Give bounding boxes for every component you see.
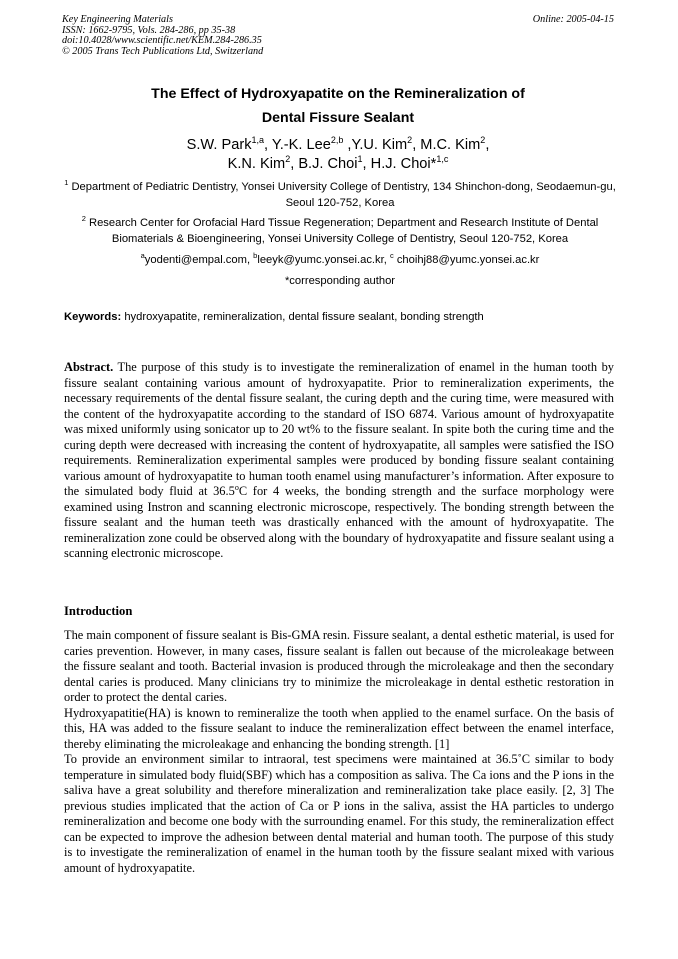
abstract-label: Abstract. — [64, 360, 114, 374]
affiliation-2 — [62, 216, 618, 247]
email-c[interactable]: choihj88@yumc.yonsei.ac.kr — [396, 254, 540, 266]
title-line-2: Dental Fissure Sealant — [261, 110, 415, 126]
author-sup: 1 — [357, 154, 363, 164]
journal-name: Key Engineering Materials — [62, 14, 173, 25]
title-line-1: The Effect of Hydroxyapatite on the Remineralization of — [151, 86, 525, 102]
email-line — [62, 253, 618, 269]
journal-info — [62, 15, 614, 57]
affiliation-1 — [62, 180, 618, 211]
email-b[interactable]: leeyk@yumc.yonsei.ac.kr, — [257, 254, 387, 266]
intro-paragraph-1: The main component of fissure sealant is Bis-GMA resin. Fissure sealant, a dental esthetic material, is used for caries prevention. However, in many cases, fissure sealant is fallen out because of the microleakage between the fissure sealant and tooth. Bacterial invasion is produced through the microleakage and then the secondary dental caries is produced. Many clinicians try to minimize the microleakage in dental esthetic restoration in order to protect the dental caries. — [64, 628, 614, 704]
email-a[interactable]: yodenti@empal.com, — [144, 254, 251, 266]
affiliation-number: 2 — [81, 214, 86, 223]
abstract-text-cont: C for 4 weeks, the bonding strength and the surface morphology were examined using Instron and scanning electronic microscope, respectively. The bonding strength between the fissure sealant and the human teeth was drastically enhanced with the amount of hydroxyapatite. The remineralization zone could be observed along with the boundary of hydroxyapatite and fissure sealant using a scanning electronic microscope. — [64, 484, 614, 560]
keywords-text: hydroxyapatite, remineralization, dental fissure sealant, bonding strength — [124, 311, 484, 323]
keywords-label: Keywords: — [64, 311, 122, 323]
author-name: K.N. Kim — [227, 156, 286, 172]
email-label: a — [140, 251, 145, 260]
keywords — [64, 310, 616, 325]
paper-title — [62, 82, 614, 130]
intro-paragraph-3: To provide an environment similar to intraoral, test specimens were maintained at 36.5˚C similar to body temperature in simulated body fluid(SBF) which has a composition as saliva. The Ca ions and the P ions in the saliva have a great solubility and therefore mineralization and remineralization take place easily. [2, 3] The previous studies implicated that the action of Ca or P ions in the saliva, assist the HA particles to undergo remineralization and become one body with the surrounding enamel. For this study, the remineralization effect can be expected to improve the adhesion between dental material and human tooth. The purpose of this study is to investigate the remineralization of enamel in the human tooth by the fissure sealant mixed with various amount of hydroxyapatite. — [64, 752, 614, 875]
intro-paragraph-2: Hydroxyapatitie(HA) is known to remineralize the tooth when applied to the enamel surface. On the basis of this, HA was added to the fissure sealant to induce the remineralization effect between the enamel interface, thereby eliminating the microleakage and enhancing the bonding strength. [1] — [64, 705, 614, 751]
author-sup: 2 — [285, 154, 291, 164]
author-list — [62, 136, 614, 174]
corresponding-note: *corresponding author — [284, 275, 396, 287]
author-sup: 1,a — [251, 135, 265, 145]
introduction-heading: Introduction — [64, 604, 133, 618]
journal-header — [62, 15, 614, 57]
online-date: Online: 2005-04-15 — [532, 14, 614, 25]
copyright-line: © 2005 Trans Tech Publications Ltd, Switzerland — [62, 45, 264, 57]
author-name: M.C. Kim — [420, 137, 481, 153]
authors-line-2: K.N. Kim$^2$, B.J. Choi$^1$, H.J. Choi*$^{1,c}$ — [227, 154, 449, 172]
abstract-text: The purpose of this study is to investigate the remineralization of enamel in the human tooth by fissure sealant containing various amount of hydroxyapatite. Prior to remineralization experiments, the necessary requirements of the dental fissure sealant, the curing depth and the curing time, were measured with the content of the hydroxyapatite according to the standard of ISO 6874. Various amount of hydroxyapatite was mixed uniformly using sonicator up to 20 wt% to the fissure sealant. In spite both the curing time and the curing depth were decreased with increasing the content of hydroxyapatite, all samples were satisfied the ISO requirements. Remineralization experimental samples were produced by bonding fissure sealant containing various amount of hydroxyapatite to human tooth enamel using manufacturer’s information. After exposure to the simulated body fluid at 36.5 — [64, 360, 614, 498]
email-label: b — [253, 251, 258, 260]
author-name: H.J. Choi* — [370, 156, 437, 172]
author-name: B.J. Choi — [298, 156, 358, 172]
author-name: Y.-K. Lee — [271, 137, 331, 153]
issn-line: ISSN: 1662-9795, Vols. 284-286, pp 35-38 — [62, 24, 236, 36]
author-sup: 2,b — [330, 135, 344, 145]
introduction-body — [64, 628, 614, 876]
email-label: c — [389, 251, 394, 260]
author-sup: 1,c — [436, 154, 449, 164]
author-sup: 2 — [407, 135, 413, 145]
author-sup: 2 — [480, 135, 486, 145]
doi-line: doi:10.4028/www.scientific.net/KEM.284-286.35 — [62, 35, 262, 47]
author-name: Y.U. Kim — [351, 137, 408, 153]
abstract — [64, 360, 614, 562]
affiliation-text: Research Center for Orofacial Hard Tissue Regeneration; Department and Research Institute of Dental Biomaterials & Bioengineering, Yonsei University College of Dentistry, Seoul 120-752, Korea — [88, 217, 599, 245]
degree-symbol: o — [234, 483, 239, 492]
author-name: S.W. Park — [186, 137, 252, 153]
affiliation-text: Department of Pediatric Dentistry, Yonsei University College of Dentistry, 134 Shinchon-dong, Seodaemun-gu, Seoul 120-752, Korea — [71, 181, 616, 209]
affiliation-number: 1 — [64, 178, 69, 187]
authors-line-1: S.W. Park$^{1,a}$, Y.-K. Lee$^{2,b}$ ,Y.U. Kim$^2$, M.C. Kim$^2$, — [186, 135, 490, 153]
